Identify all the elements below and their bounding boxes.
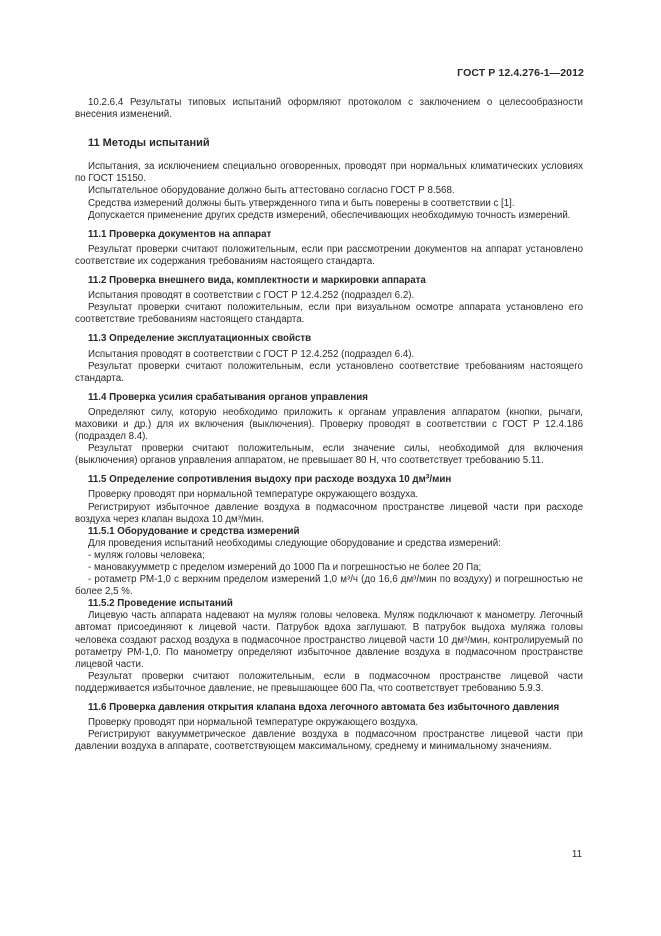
section-11-3-title: 11.3 Определение эксплуатационных свойств [88,333,312,345]
paragraph: Регистрируют избыточное давление воздуха в подмасочном пространстве лицевой части при расходе воздуха через клапан выдоха 10 дм³/мин. [75,501,583,525]
page-content [75,97,583,753]
section-11-title: 11 Методы испытаний [88,137,210,150]
paragraph: Допускается применение других средств измерений, обеспечивающих необходимую точность измерений. [88,209,571,221]
paragraph: Для проведения испытаний необходимы следующие оборудование и средства измерений: [88,537,501,549]
list-item: - муляж головы человека; [88,549,205,561]
paragraph: Испытания, за исключением специально оговоренных, проводят при нормальных климатических условиях по ГОСТ 15150. [75,161,583,185]
paragraph: Результат проверки считают положительным, если значение силы, необходимой для включения (выключения) органов управления аппаратом, не превышает 80 Н, что соответствует требованию 5.11. [75,443,583,467]
section-11-2-title: 11.2 Проверка внешнего вида, комплектности и маркировки аппарата [88,275,426,287]
section-11-1-title: 11.1 Проверка документов на аппарат [88,228,272,240]
paragraph: Регистрируют вакуумметрическое давление воздуха в подмасочном пространстве лицевой части при давлении воздуха в аппарате, соответствующем максимальному, среднему и минимальному значениям. [75,729,583,753]
list-item: - ротаметр РМ-1,0 с верхним пределом измерений 1,0 м³/ч (до 16,6 дм³/мин по воздуху) и погрешностью не более 2,5 %. [75,574,583,598]
paragraph: Испытательное оборудование должно быть аттестовано согласно ГОСТ Р 8.568. [88,185,455,197]
paragraph: Результат проверки считают положительным, если при рассмотрении документов на аппарат установлено соответствие их содержания требованиям настоящего стандарта. [75,243,583,267]
paragraph: Средства измерений должны быть утвержденного типа и быть поверены в соответствии с [1]. [88,197,515,209]
paragraph: Результат проверки считают положительным, если при визуальном осмотре аппарата установлено его соответствие требованиям настоящего стандарта. [75,302,583,326]
paragraph: Испытания проводят в соответствии с ГОСТ Р 12.4.252 (подраздел 6.2). [88,290,415,302]
paragraph: Результат проверки считают положительным, если в подмасочном пространстве лицевой части поддерживается избыточное давление, не превышающее 600 Па, что соответствует требованию 5.9.3. [75,670,583,694]
section-11-5-2-title: 11.5.2 Проведение испытаний [88,598,233,610]
paragraph: Проверку проводят при нормальной температуре окружающего воздуха. [88,489,419,501]
document-header: ГОСТ Р 12.4.276-1—2012 [457,67,584,79]
section-11-5-title: 11.5 Определение сопротивления выдоху при расходе воздуха 10 $дм^3$/мин [88,473,452,486]
paragraph: Испытания проводят в соответствии с ГОСТ Р 12.4.252 (подраздел 6.4). [88,348,415,360]
paragraph: Проверку проводят при нормальной температуре окружающего воздуха. [88,717,419,729]
page-number: 11 [571,849,582,860]
section-11-6-title: 11.6 Проверка давления открытия клапана вдоха легочного автомата без избыточного давления [88,702,560,714]
list-item: - мановакуумметр с пределом измерений до 1000 Па и погрешностью не более 20 Па; [88,562,482,573]
section-11-4-title: 11.4 Проверка усилия срабатывания органов управления [88,391,368,403]
paragraph-10-2-6-4: 10.2.6.4 Результаты типовых испытаний оформляют протоколом с заключением о целесообразности внесения изменений. [75,97,583,121]
section-11-5-1-title: 11.5.1 Оборудование и средства измерений [88,525,300,537]
paragraph: Лицевую часть аппарата надевают на муляж головы человека. Муляж подключают к манометру. Легочный автомат присоединяют к лицевой части. Патрубок вдоха заглушают. В патрубок выдоха муляжа головы человека создают расход воздуха в подмасочное пространство лицевой части 10 дм³/мин, контролируемый по ротаметру РМ-1,0. По манометру определяют избыточное давление воздуха в подмасочном пространстве лицевой части. [75,610,583,670]
paragraph: Результат проверки считают положительным, если установлено соответствие требованиям настоящего стандарта. [75,360,583,384]
paragraph: Определяют силу, которую необходимо приложить к органам управления аппаратом (кнопки, рычаги, маховики и др.) для их включения (выключения). Проверку проводят в соответствии с ГОСТ Р 12.4.186 (подраздел 8.4). [75,406,583,443]
